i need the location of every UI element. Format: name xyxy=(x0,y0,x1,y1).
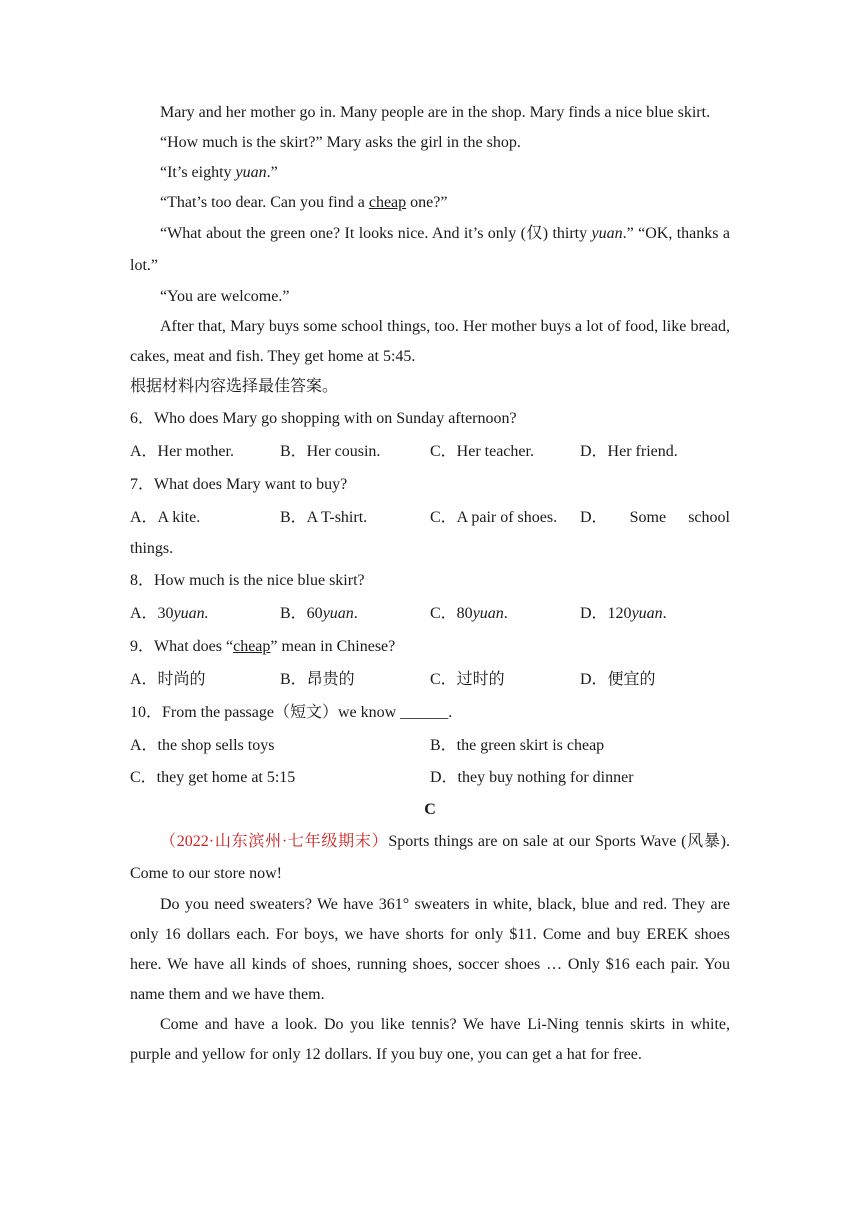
options-row xyxy=(130,664,730,696)
option-d: D．120yuan. xyxy=(580,605,667,622)
question-stem: 7．What does Mary want to buy? xyxy=(130,476,348,493)
option-c: C．they get home at 5:15 xyxy=(130,769,296,786)
option-b: B．昂贵的 xyxy=(280,671,355,688)
passage-paragraph: Do you need sweaters? We have 361° sweaters in white, black, blue and red. They are only 16 dollars each. For boys, we have shorts for only $11. Come and buy EREK shoes here. We have all kinds of shoes, running shoes, soccer shoes … Only $16 each pair. You name them and we have them. xyxy=(130,896,730,1003)
question-stem: 9．What does “cheap” mean in Chinese? xyxy=(130,638,396,655)
option-b: B．60yuan. xyxy=(280,605,358,622)
passage-paragraph: Mary and her mother go in. Many people are in the shop. Mary finds a nice blue skirt. xyxy=(160,104,711,121)
passage-paragraph: “That’s too dear. Can you find a cheap one?” xyxy=(160,194,448,211)
question-stem: 8．How much is the nice blue skirt? xyxy=(130,572,365,589)
options-row xyxy=(130,762,730,794)
options-row xyxy=(130,598,730,630)
options-row xyxy=(130,436,730,468)
option-b: B．A T-shirt. xyxy=(280,509,368,526)
option-d: D．便宜的 xyxy=(580,671,656,688)
source-label: （2022·山东滨州·七年级期末） xyxy=(160,833,389,850)
option-a: A．the shop sells toys xyxy=(130,737,275,754)
option-d: D． Some school xyxy=(580,509,730,526)
underlined-word: cheap xyxy=(233,638,271,655)
options-row xyxy=(130,502,730,534)
document-page xyxy=(130,98,730,1070)
instruction: 根据材料内容选择最佳答案。 xyxy=(130,378,339,395)
option-a: A．时尚的 xyxy=(130,671,206,688)
option-a: A．30yuan. xyxy=(130,605,209,622)
option-b: B．Her cousin. xyxy=(280,443,381,460)
option-a: A．A kite. xyxy=(130,509,201,526)
option-c: C．过时的 xyxy=(430,671,505,688)
option-c: C．80yuan. xyxy=(430,605,508,622)
options-row xyxy=(130,730,730,762)
option-a: A．Her mother. xyxy=(130,443,234,460)
passage-paragraph: “What about the green one? It looks nice. And it’s only (仅) thirty yuan.” “OK, thanks a lot.” xyxy=(130,225,730,274)
option-d: D．Her friend. xyxy=(580,443,678,460)
passage-paragraph: “You are welcome.” xyxy=(160,288,290,305)
passage-paragraph: （2022·山东滨州·七年级期末）Sports things are on sale at our Sports Wave (风暴). Come to our store now! xyxy=(130,833,730,882)
underlined-word: cheap xyxy=(368,194,407,211)
question-stem: 10．From the passage（短文）we know ______. xyxy=(130,704,453,721)
section-heading: C xyxy=(424,801,436,818)
passage-paragraph: After that, Mary buys some school things, too. Her mother buys a lot of food, like bread, cakes, meat and fish. They get home at 5:45. xyxy=(130,318,730,365)
option-b: B．the green skirt is cheap xyxy=(430,737,605,754)
option-c: C．A pair of shoes. xyxy=(430,509,558,526)
passage-paragraph: “It’s eighty yuan.” xyxy=(160,164,278,181)
option-c: C．Her teacher. xyxy=(430,443,534,460)
passage-paragraph: “How much is the skirt?” Mary asks the girl in the shop. xyxy=(160,134,521,151)
option-d-wrap: things. xyxy=(130,540,174,557)
option-d: D．they buy nothing for dinner xyxy=(430,769,634,786)
passage-paragraph: Come and have a look. Do you like tennis? We have Li-Ning tennis skirts in white, purple and yellow for only 12 dollars. If you buy one, you can get a hat for free. xyxy=(130,1016,730,1063)
question-stem: 6．Who does Mary go shopping with on Sunday afternoon? xyxy=(130,410,517,427)
